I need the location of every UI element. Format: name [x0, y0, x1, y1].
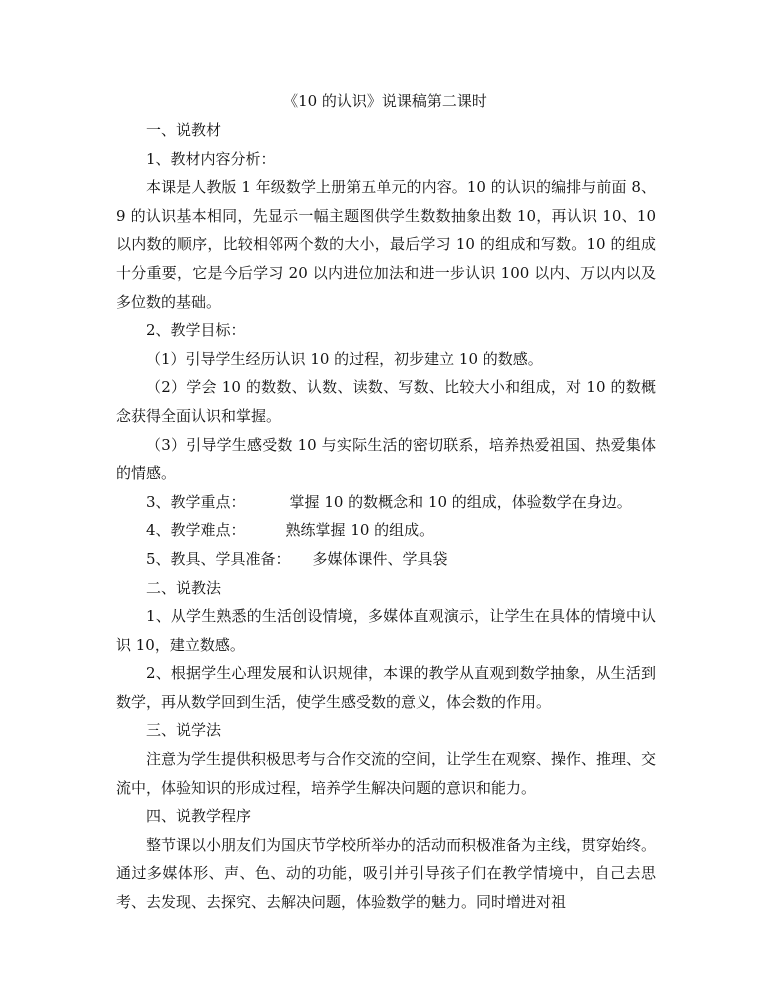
paragraph-content-analysis: 本课是人教版 1 年级数学上册第五单元的内容。10 的认识的编排与前面 8、9 的认识基本相同，先显示一幅主题图供学生数数抽象出数 10，再认识 10、10 以内数的顺序，比较相邻两个数的大小，最后学习 10 的组成和写数。10 的组成十分重要，它是今后学习 20 以内进位加法和进一步认识 100 以内、万以内以及多位数的基础。 [116, 178, 656, 311]
section-heading-teaching-material: 一、说教材 [146, 121, 222, 139]
tools-line [116, 545, 656, 574]
document-title: 《10 的认识》说课稿第二课时 [283, 92, 487, 110]
tools-label: 5、教具、学具准备： [146, 549, 291, 568]
document-body [116, 116, 656, 917]
method-item-2: 2、根据学生心理发展和认识规律，本课的教学从直观到数学抽象，从生活到数学，再从数学回到生活，使学生感受数的意义，体会数的作用。 [116, 664, 656, 711]
difficulty-text: 熟练掌握 10 的组成。 [285, 521, 435, 540]
key-point-line [116, 488, 656, 517]
key-point-label: 3、教学重点： [146, 492, 246, 511]
key-point-text: 掌握 10 的数概念和 10 的组成，体验数学在身边。 [289, 492, 632, 511]
paragraph-procedure: 整节课以小朋友们为国庆节学校所举办的活动而积极准备为主线，贯穿始终。通过多媒体形、声、色、动的功能，吸引并引导孩子们在教学情境中，自己去思考、去发现、去探究、去解决问题，体验数学的魅力。同时增进对祖 [116, 835, 657, 912]
difficulty-label: 4、教学难点： [146, 521, 246, 540]
difficulty-line [116, 516, 656, 545]
goal-item-1: （1）引导学生经历认识 10 的过程，初步建立 10 的数感。 [146, 349, 543, 368]
paragraph-learning-method: 注意为学生提供积极思考与合作交流的空间，让学生在观察、操作、推理、交流中，体验知识的形成过程，培养学生解决问题的意识和能力。 [116, 750, 657, 797]
method-item-1: 1、从学生熟悉的生活创设情境，多媒体直观演示，让学生在具体的情境中认识 10，建立数感。 [116, 607, 656, 654]
subheading-content-analysis: 1、教材内容分析： [146, 149, 276, 168]
goal-item-2: （2）学会 10 的数数、认数、读数、写数、比较大小和组成，对 10 的数概念获得全面认识和掌握。 [116, 378, 656, 425]
tools-text: 多媒体课件、学具袋 [312, 549, 448, 568]
goal-item-3: （3）引导学生感受数 10 与实际生活的密切联系，培养热爱祖国、热爱集体的情感。 [116, 435, 656, 483]
section-heading-procedure: 四、说教学程序 [146, 807, 252, 826]
section-heading-teaching-method: 二、说教法 [146, 578, 222, 597]
subheading-teaching-goals: 2、教学目标： [146, 321, 246, 340]
section-heading-learning-method: 三、说学法 [146, 721, 222, 740]
